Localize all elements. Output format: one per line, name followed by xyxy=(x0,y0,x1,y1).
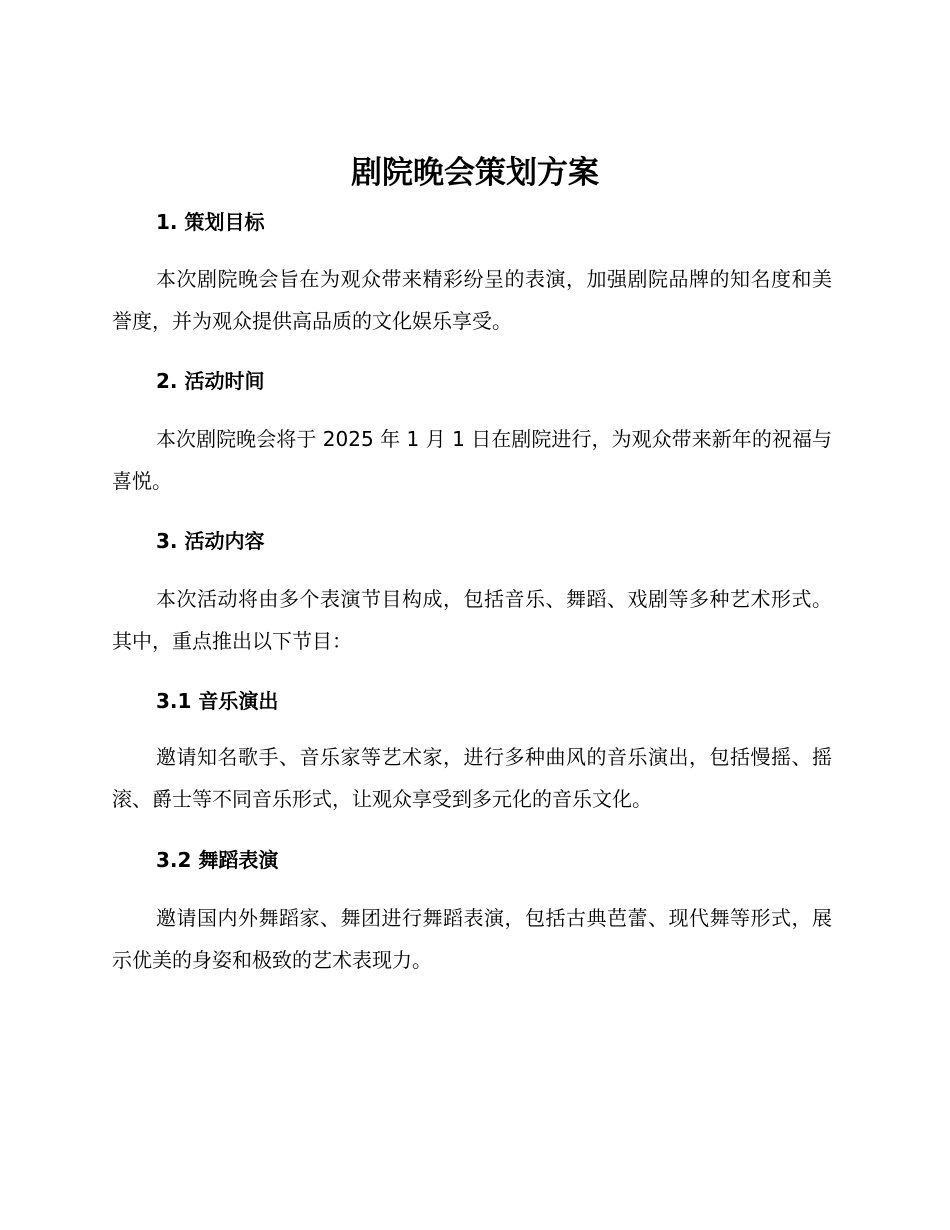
section-heading-dance: 3.2 舞蹈表演 xyxy=(156,848,279,872)
section-heading-content: 3. 活动内容 xyxy=(156,529,265,553)
section-body-content: 本次活动将由多个表演节目构成，包括音乐、舞蹈、戏剧等多种艺术形式。其中，重点推出以下节目： xyxy=(112,587,832,653)
section-heading-music: 3.1 音乐演出 xyxy=(156,689,279,713)
document-title: 剧院晚会策划方案 xyxy=(351,155,599,191)
section-body-goals: 本次剧院晚会旨在为观众带来精彩纷呈的表演，加强剧院品牌的知名度和美誉度，并为观众提供高品质的文化娱乐享受。 xyxy=(112,267,832,333)
section-heading-goals: 1. 策划目标 xyxy=(156,210,265,234)
section-body-time: 本次剧院晚会将于 2025 年 1 月 1 日在剧院进行，为观众带来新年的祝福与喜悦。 xyxy=(112,427,832,493)
section-heading-time: 2. 活动时间 xyxy=(156,369,265,393)
section-body-music: 邀请知名歌手、音乐家等艺术家，进行多种曲风的音乐演出，包括慢摇、摇滚、爵士等不同音乐形式，让观众享受到多元化的音乐文化。 xyxy=(112,745,832,811)
section-body-dance: 邀请国内外舞蹈家、舞团进行舞蹈表演，包括古典芭蕾、现代舞等形式，展示优美的身姿和极致的艺术表现力。 xyxy=(112,906,832,972)
